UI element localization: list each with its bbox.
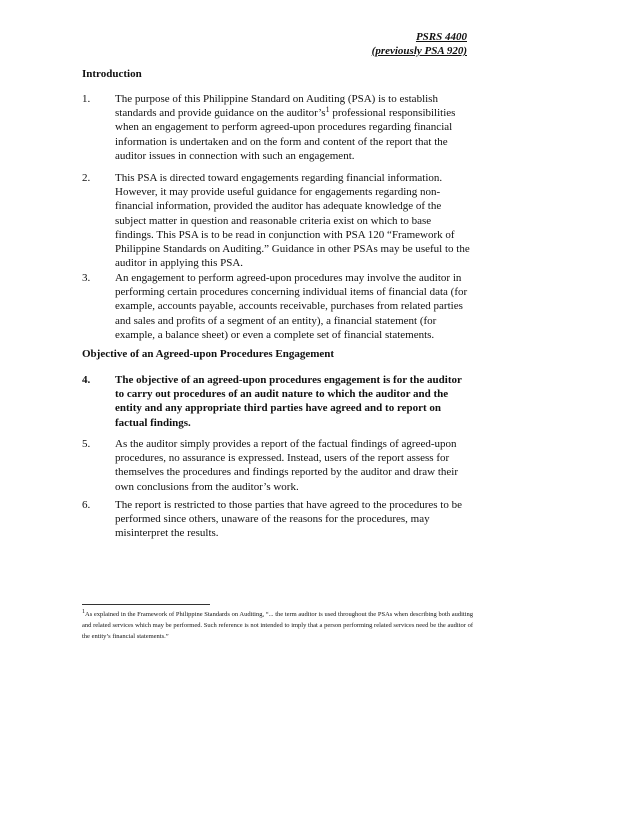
paragraph-text [115,92,472,163]
paragraph-text: An engagement to perform agreed-upon procedures may involve the auditor in performing certain procedures concerning individual items of financial data (for example, accounts payable, accounts receivable, purchases from related parties and sales and profits of a segment of an entity), a financial statement (for example, a balance sheet) or even a complete set of financial statements. [115,272,468,341]
document-header [372,30,467,58]
paragraph-text: The report is restricted to those parties that have agreed to the procedures to be performed since others, unaware of the reasons for the procedures, may misinterpret the results. [115,499,462,540]
footnote-reference: 1 [325,105,330,115]
footnote-marker: 1 [82,609,85,615]
footnote-divider [82,604,210,605]
paragraph-5 [82,437,472,494]
paragraph-2 [82,171,472,270]
introduction-heading: Introduction [82,68,142,80]
paragraph-3 [82,271,472,342]
paragraph-number: 4. [82,374,91,386]
paragraph-text: As the auditor simply provides a report of the factual findings of agreed-upon procedures, no assurance is expressed. Instead, users of the report assess for themselves the procedures and findings reported by the auditor and draw their own conclusions from the auditor’s work. [115,438,459,493]
paragraph-1 [82,92,472,163]
paragraph-text: This PSA is directed toward engagements regarding financial information. However, it may provide useful guidance for engagements regarding non-financial information, provided the auditor has adequate knowledge of the subject matter in question and reasonable criteria exist on which to base findings. This PSA is to be read in conjunction with PSA 120 “Framework of Philippine Standards on Auditing.” Guidance in other PSAs may be useful to the auditor in applying this PSA. [115,172,470,270]
paragraph-number: 1. [82,93,91,105]
paragraph-6 [82,498,472,541]
paragraph-4 [82,373,472,430]
paragraph-number: 5. [82,438,91,450]
paragraph-number: 6. [82,499,91,511]
previous-code: (previously PSA 920) [371,45,467,57]
footnote-text: As explained in the Framework of Philippine Standards on Auditing, “... the term auditor is used throughout the PSAs when describing both auditing and related services which may be performed. Such reference is not intended to imply that a person performing related services need be the auditor of the entity’s financial statements.” [82,611,473,640]
footnote [82,610,473,642]
paragraph-text: The objective of an agreed-upon procedures engagement is for the auditor to carry out procedures of an audit nature to which the auditor and the entity and any appropriate third parties have agreed and to report on factual findings. [115,374,462,429]
standard-code: PSRS 4400 [415,31,467,43]
paragraph-text-end: professional responsibilities when an engagement to perform agreed-upon procedures regarding financial information is undertaken and on the form and content of the report that the auditor issues in connection with such an engagement. [115,107,456,162]
paragraph-number: 2. [82,172,91,184]
paragraph-text-start: The purpose of this Philippine Standard on Auditing (PSA) is to establish standards and provide guidance on the auditor’s [115,93,438,120]
objective-heading: Objective of an Agreed-upon Procedures Engagement [82,348,335,360]
paragraph-number: 3. [82,272,91,284]
